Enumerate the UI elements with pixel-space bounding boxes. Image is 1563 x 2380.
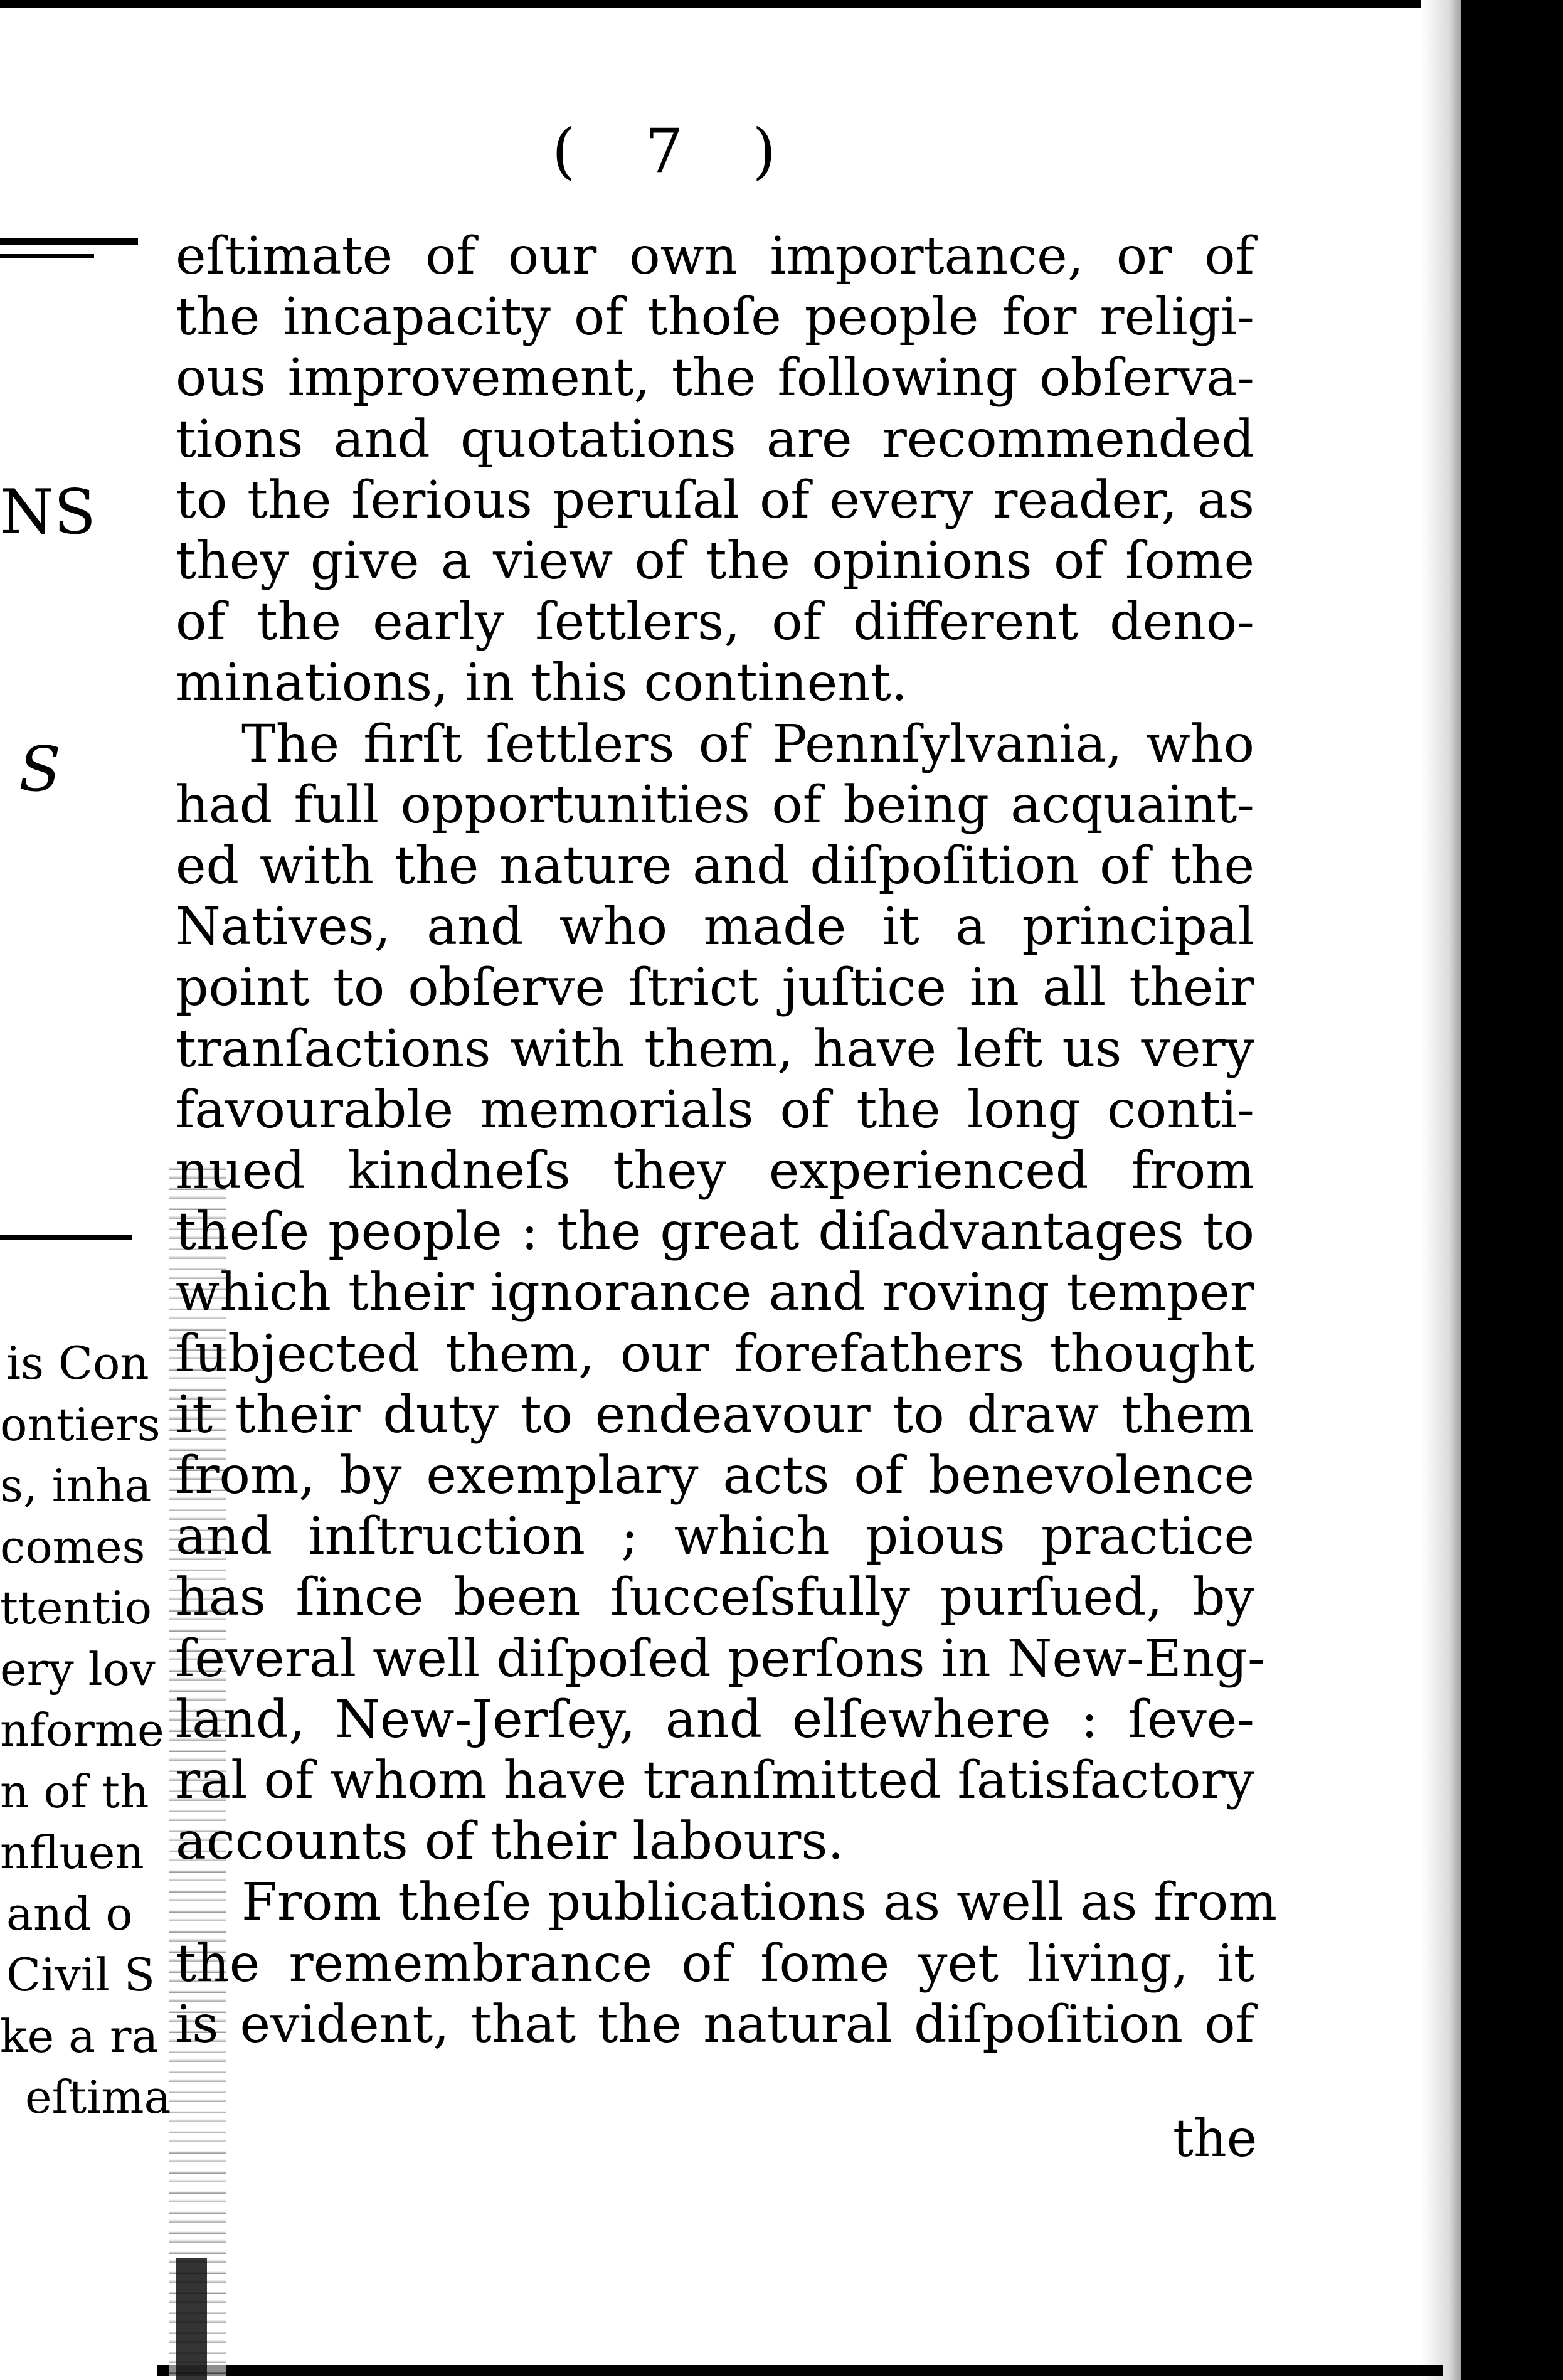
text-line: has ſince been ſucceſsfully purſued, by [176, 1568, 1254, 1628]
left-line: and o [6, 1887, 133, 1940]
text-line: the remembrance of ſome yet living, it [176, 1933, 1254, 1994]
left-page-heading-1: NS [0, 477, 96, 548]
top-edge-shadow [0, 0, 1563, 8]
text-line: of the early ſettlers, of different deno- [176, 592, 1254, 652]
text-line: ſubjected them, our forefathers thought [176, 1324, 1254, 1384]
gutter-dark-mark [176, 2258, 207, 2380]
paragraph-2 [176, 714, 1265, 1873]
left-line: eſtima [25, 2071, 171, 2123]
text-line: tranſactions with them, have left us very [176, 1019, 1254, 1079]
text-line: it their duty to endeavour to draw them [176, 1384, 1254, 1445]
text-line: eſtimate of our own importance, or of [176, 226, 1254, 286]
text-line: ous improvement, the following obſerva- [176, 348, 1254, 408]
left-line: is Con [6, 1337, 149, 1389]
text-line: ral of whom have tranſmitted ſatisfactory [176, 1751, 1254, 1811]
left-line: Civil S [6, 1948, 156, 2001]
text-line: they give a view of the opinions of ſome [176, 531, 1254, 592]
text-line: is evident, that the natural diſpoſition of [176, 1994, 1254, 2054]
left-page-rule-top-2 [0, 254, 94, 258]
left-page-text-fragments [0, 1333, 188, 2128]
text-line: point to obſerve ſtrict juſtice in all their [176, 958, 1254, 1018]
text-line: nued kindneſs they experienced from [176, 1141, 1254, 1201]
right-binding-shadow [1461, 0, 1563, 2380]
text-line: The firſt ſettlers of Pennſylvania, who [241, 714, 1254, 774]
left-page-heading-2: S [19, 734, 61, 805]
text-line: Natives, and who made it a principal [176, 897, 1254, 957]
text-line: minations, in this continent. [176, 653, 908, 713]
bottom-edge-shadow [157, 2365, 1443, 2376]
text-line: to the ſerious peruſal of every reader, as [176, 470, 1254, 530]
text-line: ſeveral well diſpoſed perſons in New-Eng- [176, 1628, 1265, 1689]
text-line: land, New-Jerſey, and elſewhere : ſeve- [176, 1689, 1254, 1750]
text-line: which their ignorance and roving temper [176, 1263, 1254, 1323]
left-line: s, inha [0, 1459, 152, 1512]
text-line: favourable memorials of the long conti- [176, 1080, 1254, 1140]
left-line: comes [0, 1520, 146, 1573]
text-line: the incapacity of thoſe people for religi- [176, 287, 1254, 348]
text-line: from, by exemplary acts of benevolence [176, 1446, 1254, 1506]
text-line: theſe people : the great diſadvantages to [176, 1202, 1254, 1262]
left-page-rule-mid [0, 1235, 132, 1240]
text-line: tions and quotations are recommended [176, 409, 1254, 469]
left-line: nfluen [0, 1826, 144, 1879]
catchword: the [1173, 2109, 1258, 2169]
paragraph-1 [176, 226, 1254, 714]
left-line: ttentio [0, 1581, 152, 1634]
text-line: accounts of their labours. [176, 1812, 844, 1872]
text-line: From theſe publications as well as from [241, 1873, 1278, 1933]
body-text [176, 226, 1278, 2055]
left-line: ery lov [0, 1642, 156, 1696]
left-line: ke a ra [0, 2009, 159, 2063]
page-number: ( 7 ) [552, 116, 802, 186]
paragraph-3 [176, 1872, 1278, 2055]
left-line: nforme [0, 1704, 164, 1756]
text-line: had full opportunities of being acquaint- [176, 775, 1254, 835]
text-line: ed with the nature and diſpoſition of the [176, 836, 1254, 896]
left-line: n of th [0, 1765, 149, 1818]
left-line: ontiers [0, 1398, 161, 1451]
left-page-rule-top [0, 238, 138, 245]
text-line: and inſtruction ; which pious practice [176, 1507, 1254, 1567]
